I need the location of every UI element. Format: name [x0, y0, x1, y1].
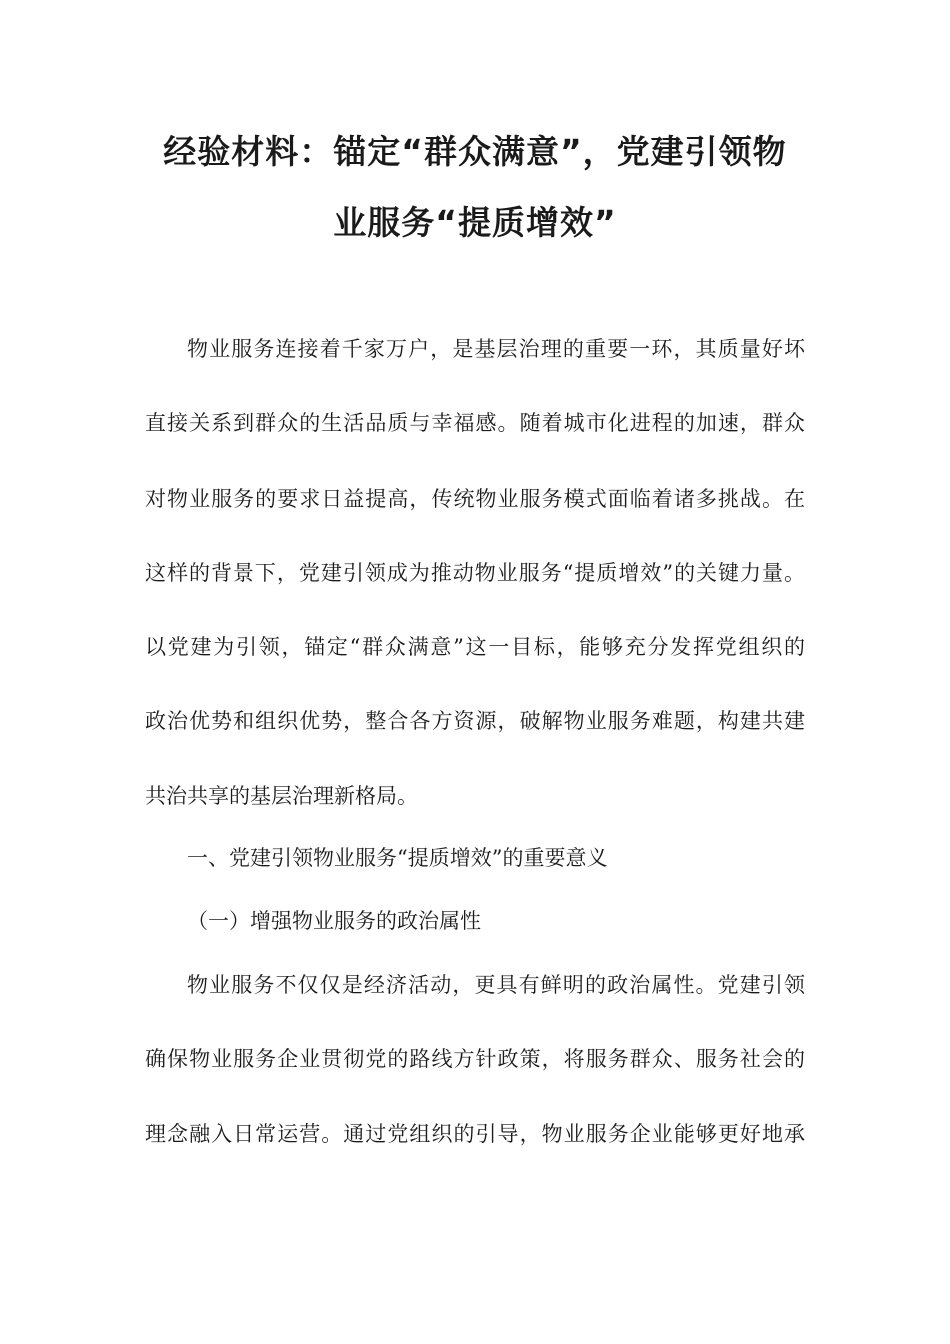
paragraph-2-line-3: 理念融入日常运营。通过党组织的引导，物业服务企业能够更好地承 [145, 1122, 805, 1146]
paragraph-1-line-5: 以党建为引领，锚定“群众满意”这一目标，能够充分发挥党组织的 [145, 635, 805, 659]
title-line-1: 经验材料：锚定“群众满意”，党建引领物 [163, 132, 787, 171]
paragraph-1-line-7: 共治共享的基层治理新格局。 [145, 784, 418, 808]
paragraph-1-line-4: 这样的背景下，党建引领成为推动物业服务“提质增效”的关键力量。 [145, 561, 805, 585]
paragraph-2-line-2: 确保物业服务企业贯彻党的路线方针政策，将服务群众、服务社会的 [145, 1047, 805, 1071]
section-heading-1: 一、党建引领物业服务“提质增效”的重要意义 [187, 846, 608, 870]
paragraph-1-line-6: 政治优势和组织优势，整合各方资源，破解物业服务难题，构建共建 [145, 709, 805, 733]
subsection-heading-1: （一）增强物业服务的政治属性 [187, 909, 481, 933]
paragraph-2-line-1: 物业服务不仅仅是经济活动，更具有鲜明的政治属性。党建引领 [187, 973, 805, 997]
paragraph-1-line-2: 直接关系到群众的生活品质与幸福感。随着城市化进程的加速，群众 [145, 411, 805, 435]
paragraph-1-line-3: 对物业服务的要求日益提高，传统物业服务模式面临着诸多挑战。在 [145, 487, 805, 511]
title-line-2: 业服务“提质增效” [333, 203, 617, 242]
paragraph-1-line-1: 物业服务连接着千家万户，是基层治理的重要一环，其质量好坏 [187, 337, 805, 361]
